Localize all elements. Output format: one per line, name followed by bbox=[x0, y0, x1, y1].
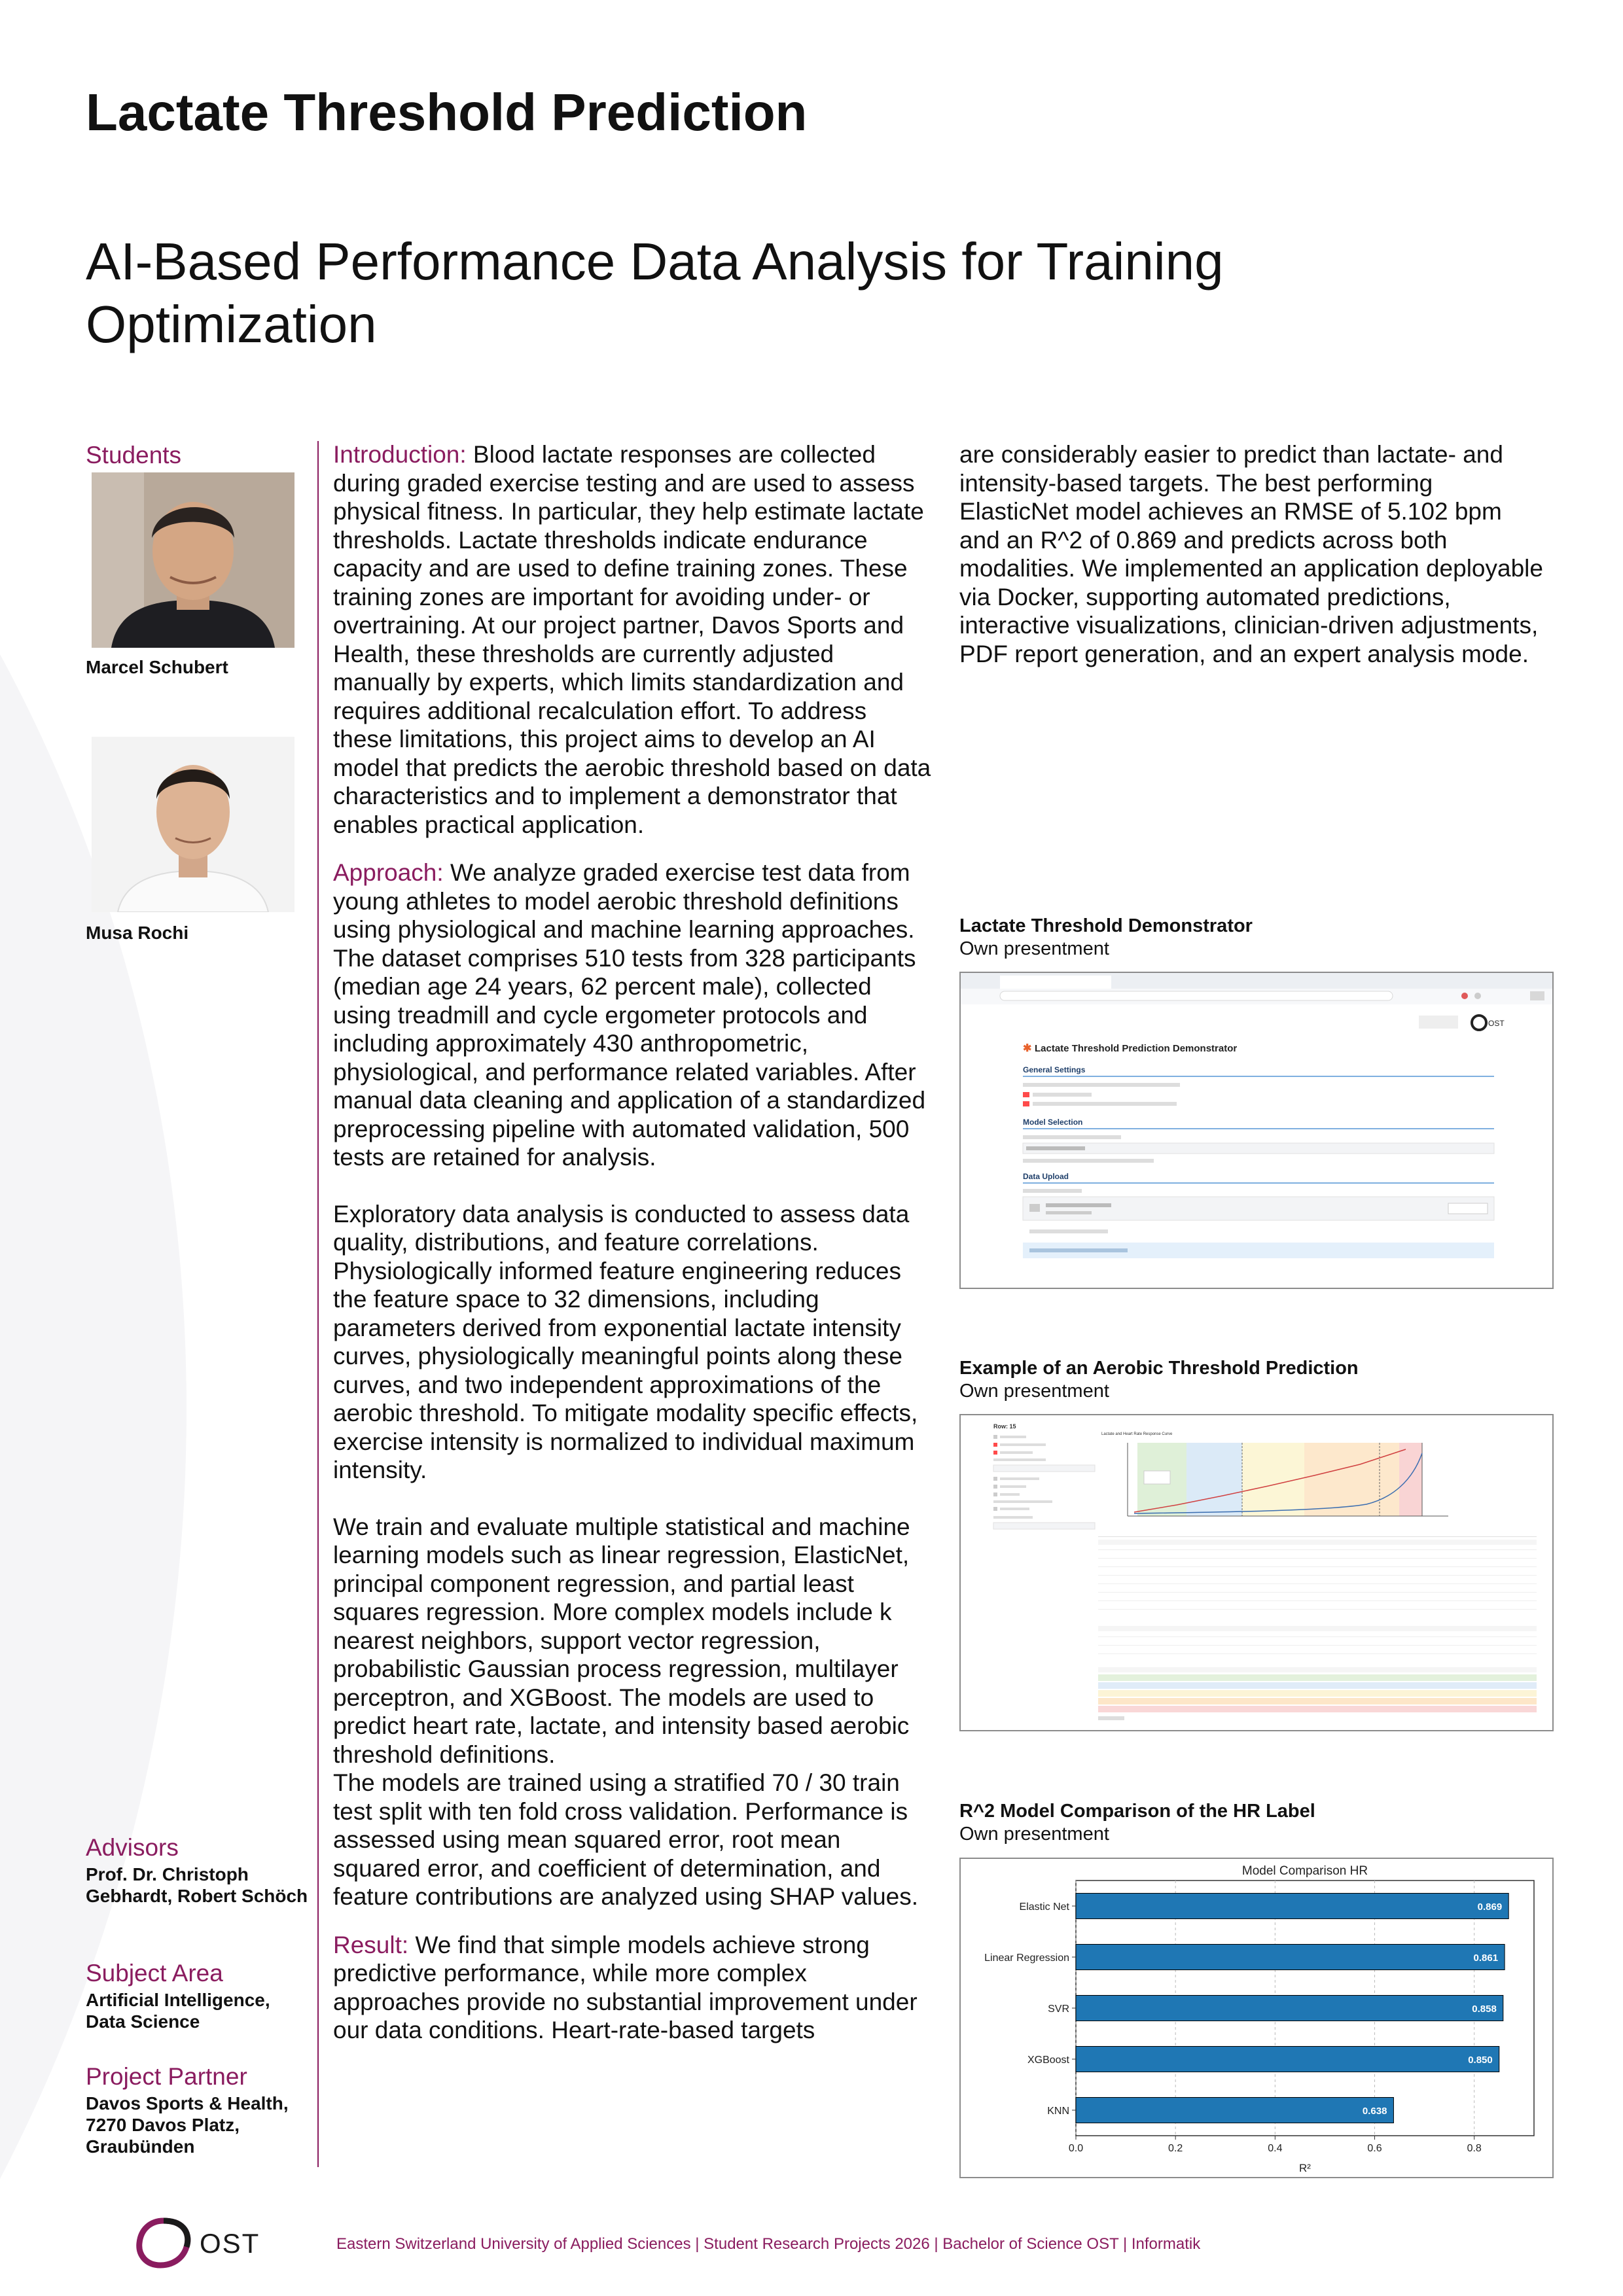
bar bbox=[1076, 2098, 1393, 2123]
model-comparison-chart bbox=[959, 1858, 1554, 2178]
main-text-column bbox=[333, 440, 932, 2045]
app-title: Lactate Threshold Prediction Demonstrator bbox=[1035, 1043, 1238, 1054]
right-text-column bbox=[959, 440, 1548, 668]
result-continuation: are considerably easier to predict than lactate- and intensity-based targets. The best performing ElasticNet model achieves an RMSE of 5.102 bpm and an R^2 of 0.869 and predicts across both modalities. We implemented an application deployable via Docker, supporting automated predictions, interactive visualizations, clinician-driven adjustments, PDF report generation, and an expert analysis mode. bbox=[959, 441, 1543, 667]
introduction-label: Introduction: bbox=[333, 441, 467, 468]
x-tick-label: 0.2 bbox=[1168, 2143, 1183, 2154]
svg-text:OST: OST bbox=[1488, 1019, 1505, 1028]
figure2-caption: Own presentment bbox=[959, 1381, 1109, 1402]
bar-value-label: 0.850 bbox=[1468, 2055, 1493, 2066]
category-label: Linear Regression bbox=[984, 1952, 1069, 1964]
x-tick-label: 0.0 bbox=[1068, 2143, 1084, 2154]
result-text: We find that simple models achieve strong predictive performance, while more complex approaches provide no substantial improvement under our data conditions. Heart-rate-based targets bbox=[333, 1931, 918, 2043]
students-heading: Students bbox=[86, 442, 182, 468]
bar bbox=[1076, 1894, 1508, 1919]
models-paragraph: We train and evaluate multiple statistical and machine learning models such as linear regression, ElasticNet, principal component regression, and partial least squares regression. More complex models include k nearest neighbors, support vector regression, probabilistic Gaussian process regression, multilayer perceptron, and XGBoost. The models are used to predict heart rate, lactate, and intensity based aerobic threshold definitions. bbox=[333, 1513, 910, 1768]
figure1-title: Lactate Threshold Demonstrator bbox=[959, 915, 1253, 936]
general-settings-heading: General Settings bbox=[1023, 1065, 1086, 1074]
page-subtitle: AI-Based Performance Data Analysis for Training Optimization bbox=[86, 232, 1224, 353]
category-label: Elastic Net bbox=[1019, 1901, 1069, 1913]
model-selection-heading: Model Selection bbox=[1023, 1118, 1083, 1127]
bar bbox=[1076, 2047, 1499, 2072]
bar-value-label: 0.861 bbox=[1473, 1952, 1499, 1964]
bar bbox=[1076, 1996, 1503, 2021]
bar-chart-svg bbox=[961, 1859, 1552, 2177]
eda-paragraph: Exploratory data analysis is conducted to assess data quality, distributions, and feature correlations. Physiologically informed feature engineering reduces the feature space to 32 dimensions, including parameters derived from exponential lactate intensity curves, physiologically meaningful points along these curves, and two independent approximations of the aerobic threshold. To mitigate modality specific effects, exercise intensity is normalized to individual maximum intensity. bbox=[333, 1200, 918, 1483]
approach-label: Approach: bbox=[333, 859, 444, 886]
student-name: Marcel Schubert bbox=[86, 657, 228, 677]
student-photo-musa bbox=[92, 737, 294, 912]
column-divider bbox=[317, 441, 319, 2167]
introduction-paragraph bbox=[333, 440, 932, 839]
mini-chart-title: Lactate and Heart Rate Response Curve bbox=[1101, 1432, 1173, 1436]
subject-area-heading: Subject Area bbox=[86, 1960, 223, 1987]
ost-logo-text: OST bbox=[200, 2228, 260, 2259]
bar-value-label: 0.858 bbox=[1472, 2004, 1497, 2015]
result-paragraph bbox=[333, 1931, 932, 2045]
threshold-prediction-screenshot bbox=[959, 1414, 1554, 1731]
x-axis-label: R² bbox=[1299, 2162, 1311, 2174]
ost-logo-icon bbox=[134, 2217, 193, 2269]
result-label: Result: bbox=[333, 1931, 409, 1958]
bar-value-label: 0.869 bbox=[1477, 1901, 1503, 1913]
page-title: Lactate Threshold Prediction bbox=[86, 83, 808, 141]
category-label: XGBoost bbox=[1027, 2055, 1069, 2066]
x-tick-label: 0.8 bbox=[1467, 2143, 1482, 2154]
student-photo-marcel bbox=[92, 472, 294, 648]
svg-text:✱: ✱ bbox=[1023, 1043, 1032, 1054]
demonstrator-screenshot bbox=[959, 972, 1554, 1289]
footer-text: Eastern Switzerland University of Applied Sciences | Student Research Projects 2026 | Bachelor of Science OST | Informatik bbox=[336, 2235, 1201, 2253]
approach-paragraph bbox=[333, 858, 932, 1172]
x-tick-label: 0.4 bbox=[1268, 2143, 1283, 2154]
category-label: SVR bbox=[1048, 2004, 1069, 2015]
data-upload-heading: Data Upload bbox=[1023, 1172, 1069, 1181]
training-paragraph: The models are trained using a stratified 70 / 30 train test split with ten fold cross validation. Performance is assessed using mean squared error, root mean squared error, and coefficient of determination, and feature contributions are analyzed using SHAP values. bbox=[333, 1769, 919, 1910]
row-label: Row: 15 bbox=[993, 1423, 1016, 1430]
category-label: KNN bbox=[1047, 2106, 1069, 2117]
figure2-title: Example of an Aerobic Threshold Prediction bbox=[959, 1358, 1359, 1379]
bar bbox=[1076, 1945, 1505, 1970]
subject-area-value: Artificial Intelligence, Data Science bbox=[86, 1990, 270, 2032]
x-tick-label: 0.6 bbox=[1367, 2143, 1382, 2154]
chart-title: Model Comparison HR bbox=[1241, 1864, 1368, 1878]
introduction-text: Blood lactate responses are collected during graded exercise testing and are used to assess physical fitness. In particular, they help estimate lactate thresholds. Lactate thresholds indicate endurance capacity and are used to define training zones. These training zones are important for avoiding under- or overtraining. At our project partner, Davos Sports and Health, these thresholds are currently adjusted manually by experts, which limits standardization and requires additional recalculation effort. To address these limitations, this project aims to develop an AI model that predicts the aerobic threshold based on data characteristics and to implement a demonstrator that enables practical application. bbox=[333, 441, 931, 838]
project-partner-value: Davos Sports & Health, 7270 Davos Platz, Graubünden bbox=[86, 2093, 289, 2157]
figure3-caption: Own presentment bbox=[959, 1824, 1109, 1845]
figure1-caption: Own presentment bbox=[959, 938, 1109, 959]
figure3-title: R^2 Model Comparison of the HR Label bbox=[959, 1801, 1315, 1822]
advisors-names: Prof. Dr. Christoph Gebhardt, Robert Schöch bbox=[86, 1864, 308, 1906]
bar-value-label: 0.638 bbox=[1362, 2106, 1387, 2117]
advisors-heading: Advisors bbox=[86, 1834, 179, 1861]
student-name: Musa Rochi bbox=[86, 923, 189, 943]
project-partner-heading: Project Partner bbox=[86, 2063, 247, 2090]
approach-text: We analyze graded exercise test data from young athletes to model aerobic threshold definitions using physiological and machine learning approaches. The dataset comprises 510 tests from 328 participants (median age 24 years, 62 percent male), collected using treadmill and cycle ergometer protocols and including approximately 430 anthropometric, physiological, and performance related variables. After manual data cleaning and application of a standardized preprocessing pipeline with automated validation, 500 tests are retained for analysis. bbox=[333, 859, 926, 1171]
